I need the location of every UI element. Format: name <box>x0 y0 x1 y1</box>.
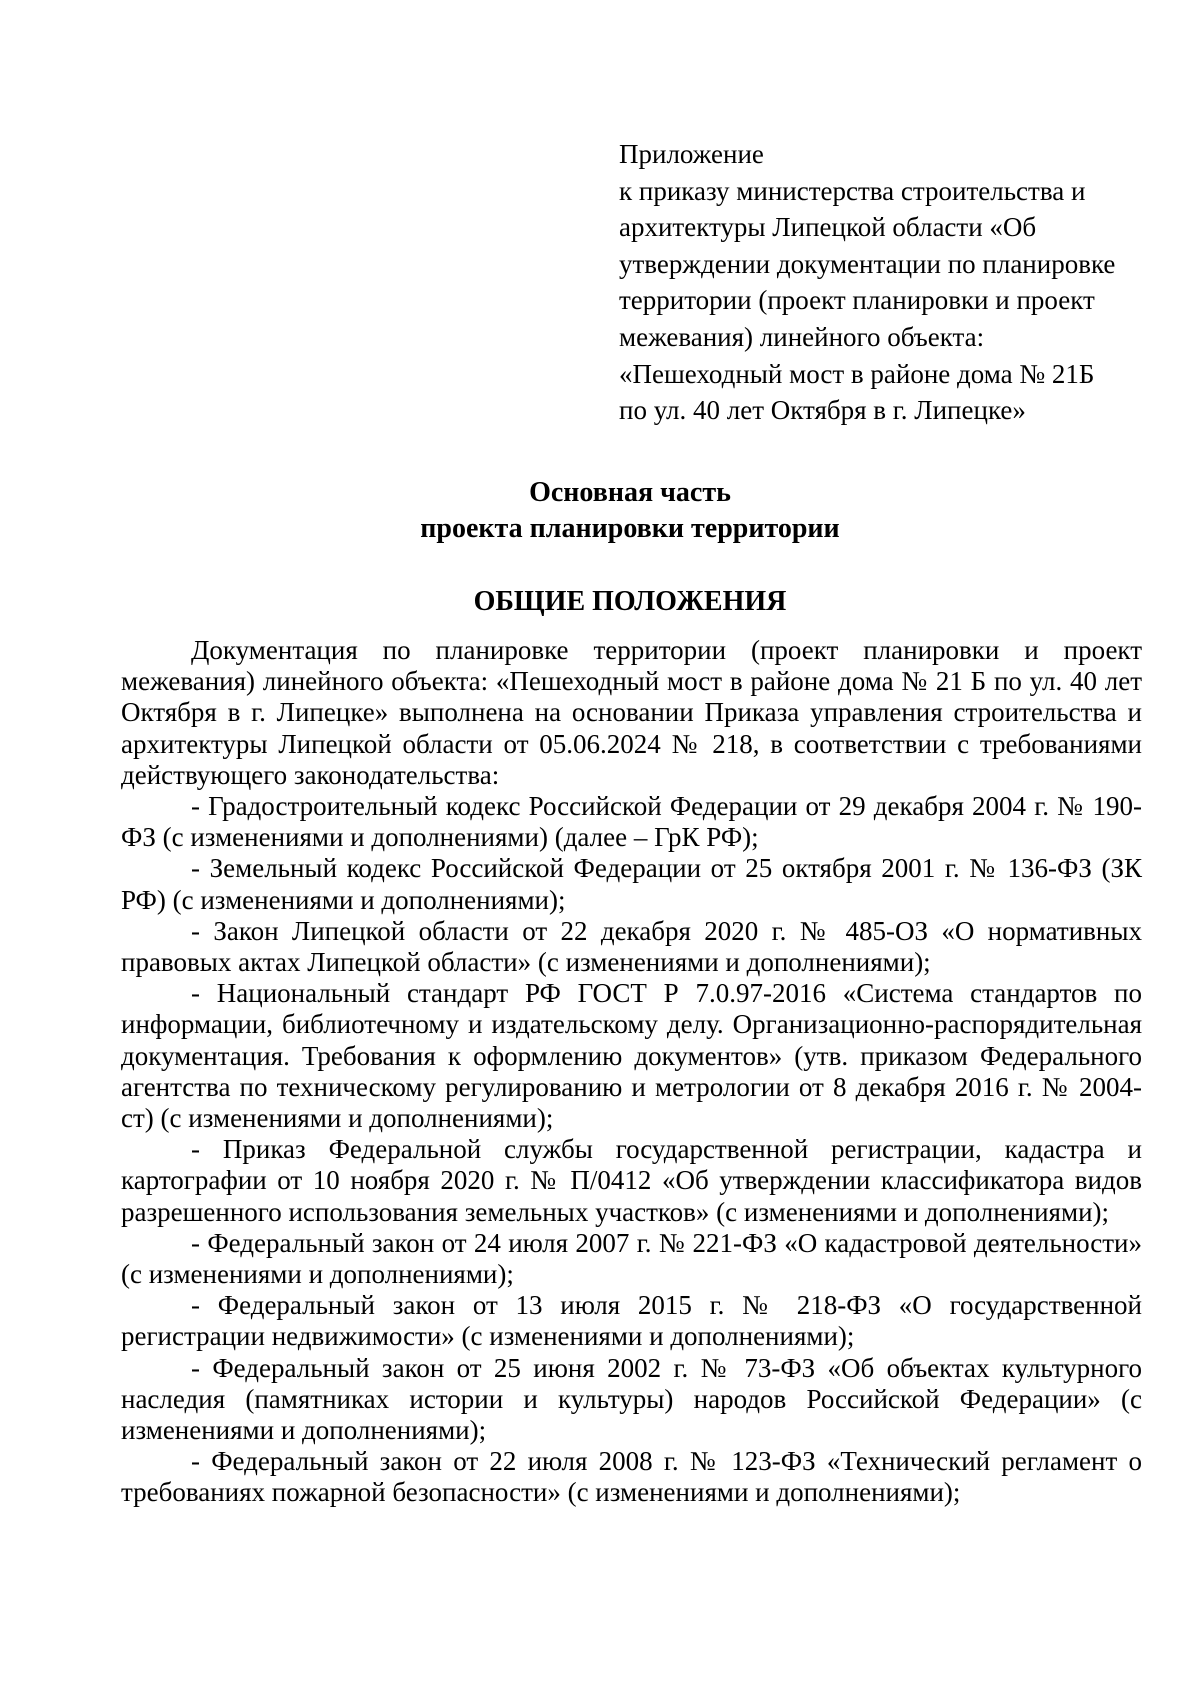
body-text <box>121 635 1142 1509</box>
list-item: - Федеральный закон от 24 июля 2007 г. № 221-ФЗ «О кадастровой деятельности» (с изменениями и дополнениями); <box>121 1227 1142 1290</box>
appendix-line: межевания) линейного объекта: <box>619 321 985 352</box>
section-title: ОБЩИЕ ПОЛОЖЕНИЯ <box>473 586 787 617</box>
list-item: - Градостроительный кодекс Российской Федерации от 29 декабря 2004 г. № 190-ФЗ (с изменениями и дополнениями) (далее – ГрК РФ); <box>121 791 1142 853</box>
list-item: - Земельный кодекс Российской Федерации от 25 октября 2001 г. № 136-ФЗ (ЗК РФ) (с изменениями и дополнениями); <box>121 853 1142 915</box>
appendix-line: территории (проект планировки и проект <box>619 285 1095 316</box>
list-item: - Национальный стандарт РФ ГОСТ Р 7.0.97-2016 «Система стандартов по информации, библиотечному и издательскому делу. Организационно-распорядительная документация. Требования к оформлению документов» (утв. приказом Федерального агентства по техническому регулированию и метрологии от 8 декабря 2016 г. № 2004-ст) (с изменениями и дополнениями); <box>121 978 1142 1134</box>
appendix-line: Приложение <box>619 139 764 169</box>
list-item: - Приказ Федеральной службы государственной регистрации, кадастра и картографии от 10 ноября 2020 г. № П/0412 «Об утверждении классификатора видов разрешенного использования земельных участков» (с изменениями и дополнениями); <box>121 1134 1142 1227</box>
document-title-line: Основная часть <box>529 477 731 508</box>
list-item: - Закон Липецкой области от 22 декабря 2020 г. № 485-ОЗ «О нормативных правовых актах Липецкой области» (с изменениями и дополнениями); <box>121 915 1142 978</box>
appendix-line: утверждении документации по планировке <box>619 248 1116 279</box>
appendix-line: по ул. 40 лет Октября в г. Липецке» <box>619 395 1026 426</box>
list-item: - Федеральный закон от 22 июля 2008 г. № 123-ФЗ «Технический регламент о требованиях пожарной безопасности» (с изменениями и дополнениями); <box>121 1446 1142 1508</box>
document-title <box>0 475 1200 547</box>
appendix-block <box>619 136 1159 429</box>
document-title-line: проекта планировки территории <box>420 513 840 544</box>
appendix-line: «Пешеходный мост в районе дома № 21Б <box>619 358 1095 389</box>
list-item: - Федеральный закон от 13 июля 2015 г. № 218-ФЗ «О государственной регистрации недвижимости» (с изменениями и дополнениями); <box>121 1290 1142 1352</box>
list-item: - Федеральный закон от 25 июня 2002 г. № 73-ФЗ «Об объектах культурного наследия (памятниках истории и культуры) народов Российской Федерации» (с изменениями и дополнениями); <box>121 1352 1142 1446</box>
paragraph: Документация по планировке территории (проект планировки и проект межевания) линейного объекта: «Пешеходный мост в районе дома № 21 Б по ул. 40 лет Октября в г. Липецке» выполнена на основании Приказа управления строительства и архитектуры Липецкой области от 05.06.2024 № 218, в соответствии с требованиями действующего законодательства: <box>121 635 1142 790</box>
appendix-line: к приказу министерства строительства и <box>619 175 1086 206</box>
appendix-line: архитектуры Липецкой области «Об <box>619 212 1037 243</box>
